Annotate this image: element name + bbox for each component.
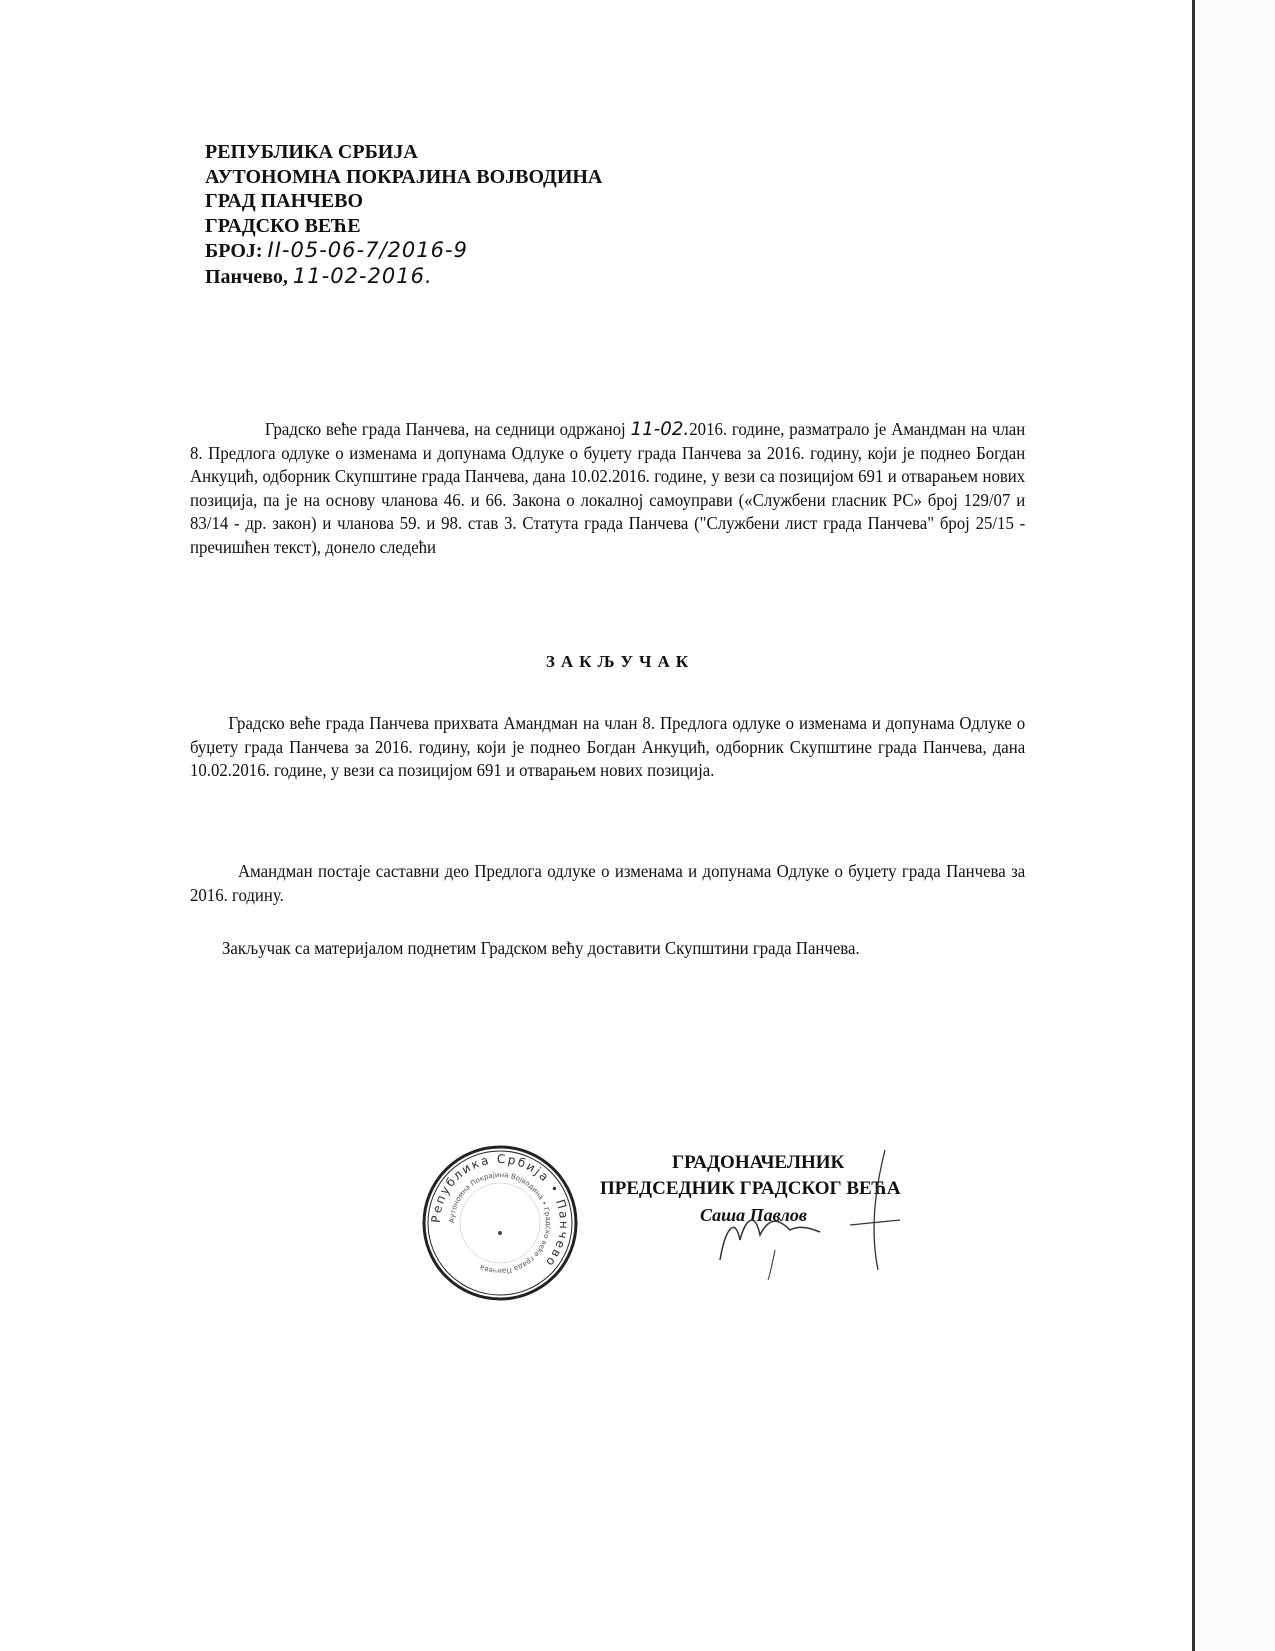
handwritten-session-date: 11-02.: [630, 418, 690, 440]
body-paragraph-1: Градско веће града Панчева прихвата Амандман на члан 8. Предлога одлуке о изменама и допунама Одлуке о буџету града Панчева за 2016. годину, који је поднео Богдан Анкуцић, одборник Скупштине града Панчева, дана 10.02.2016. године, у вези са позицијом 691 и отварањем нових позиција.: [190, 713, 1026, 780]
signature-title-mayor: ГРАДОНАЧЕЛНИК: [672, 1152, 845, 1173]
signatory-name: Саша Павлов: [700, 1205, 807, 1225]
handwritten-date: 11-02-2016.: [292, 263, 433, 288]
body-paragraph-2: Амандман постаје саставни део Предлога одлуке о изменама и допунама Одлуке о буџету града Панчева за 2016. годину.: [190, 861, 1026, 905]
official-stamp: [420, 1143, 580, 1303]
stamp-inner-text: Аутономна Покрајина Војводина • Градско веће града Панчева: [447, 1170, 553, 1276]
document-header: [205, 140, 602, 289]
body-paragraph-3: Закључак са материјалом поднетим Градском већу доставити Скупштини града Панчева.: [222, 938, 860, 958]
header-number: БРОЈ: II-05-06-7/2016-9: [205, 238, 468, 262]
handwritten-number: II-05-06-7/2016-9: [267, 238, 468, 262]
header-province: АУТОНОМНА ПОКРАЈИНА ВОЈВОДИНА: [205, 165, 603, 188]
handwritten-signature: [700, 1140, 900, 1280]
header-council: ГРАДСКО ВЕЋЕ: [205, 214, 361, 237]
header-country: РЕПУБЛИКА СРБИЈА: [205, 141, 418, 163]
signature-title-president: ПРЕДСЕДНИК ГРАДСКОГ ВЕЋА: [600, 1178, 901, 1199]
stamp-outer-text: Република Србија • Панчево: [428, 1151, 572, 1271]
header-city: ГРАД ПАНЧЕВО: [205, 190, 364, 212]
svg-text:Аутономна Покрајина Војводина: [448, 1171, 552, 1275]
header-date: Панчево, 11-02-2016.: [205, 263, 433, 288]
intro-paragraph: Градско веће града Панчева, на седници одржаној 11-02.2016. године, разматрало је Амандман на члан 8. Предлога одлуке о изменама и допунама Одлуке о буџету града Панчева за 2016. годину, који је поднео Богдан Анкуцић, одборник Скупштине града Панчева, дана 10.02.2016. године, у вези са позицијом 691 и отварањем нових позиција, па је на основу чланова 46. и 66. Закона о локалној самоуправи («Службени гласник РС» број 129/07 и 83/14 - др. закон) и чланова 59. и 98. став 3. Статута града Панчева ("Службени лист града Панчева" број 25/15 - пречишћен текст), донело следећи: [190, 418, 1026, 557]
scan-margin: [1195, 0, 1275, 1651]
document-title: ЗАКЉУЧАК: [545, 652, 695, 671]
